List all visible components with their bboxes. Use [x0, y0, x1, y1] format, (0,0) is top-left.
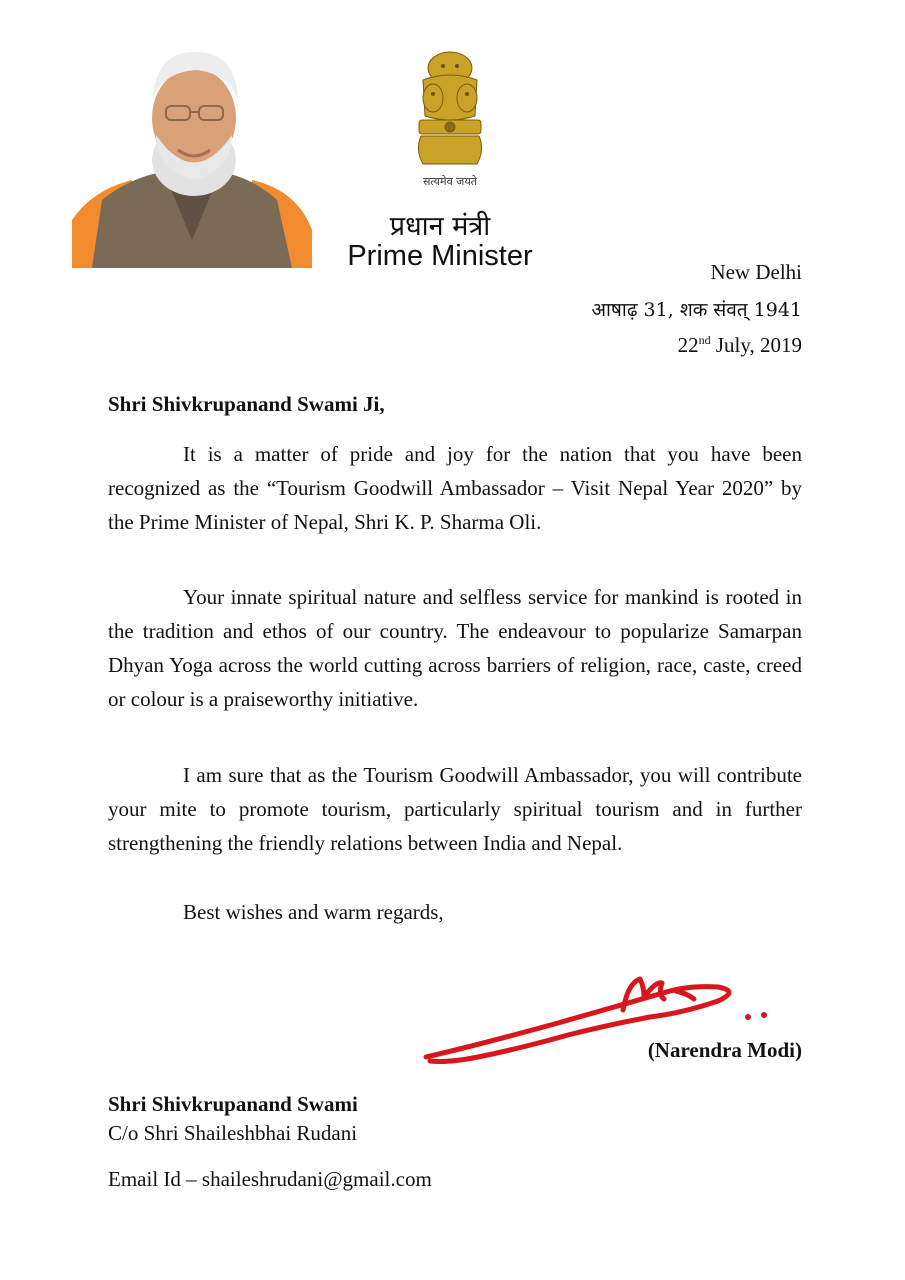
- signer-name: (Narendra Modi): [647, 1038, 802, 1062]
- date-rest: July, 2019: [710, 333, 802, 357]
- place: New Delhi: [710, 260, 802, 284]
- office-title-hindi: प्रधान मंत्री: [389, 211, 491, 242]
- national-emblem-icon: [405, 50, 495, 172]
- date-day: 22: [677, 333, 699, 357]
- date-suffix: nd: [698, 333, 711, 347]
- paragraph-2: Your innate spiritual nature and selfless service for mankind is rooted in the tradition and ethos of our country. The endeavour to popularize Samarpan Dhyan Yoga across the world cutting across barriers of religion, race, caste, creed or colour is a praiseworthy initiative.: [108, 585, 802, 711]
- salutation: Shri Shivkrupanand Swami Ji,: [108, 392, 385, 416]
- email-address: shaileshrudani@gmail.com: [201, 1167, 432, 1191]
- date-english: [678, 333, 802, 358]
- emblem-motto: सत्यमेव जयते: [422, 175, 477, 188]
- recipient-email-line: [108, 1167, 432, 1192]
- paragraph-3: I am sure that as the Tourism Goodwill Ambassador, you will contribute your mite to promote tourism, particularly spiritual tourism and in further strengthening the friendly relations between India and Nepal.: [108, 763, 802, 855]
- office-title-english: Prime Minister: [347, 240, 533, 272]
- paragraph-1: It is a matter of pride and joy for the nation that you have been recognized as the “Tourism Goodwill Ambassador – Visit Nepal Year 2020” by the Prime Minister of Nepal, Shri K. P. Sharma Oli.: [108, 442, 802, 534]
- email-label: Email Id –: [108, 1167, 202, 1191]
- recipient-care-of: C/o Shri Shaileshbhai Rudani: [108, 1121, 358, 1145]
- recipient-name: Shri Shivkrupanand Swami: [108, 1092, 358, 1116]
- closing: Best wishes and warm regards,: [183, 900, 444, 924]
- portrait-photo: [72, 40, 312, 268]
- date-hindi: आषाढ़ 31, शक संवत् 1941: [591, 299, 802, 321]
